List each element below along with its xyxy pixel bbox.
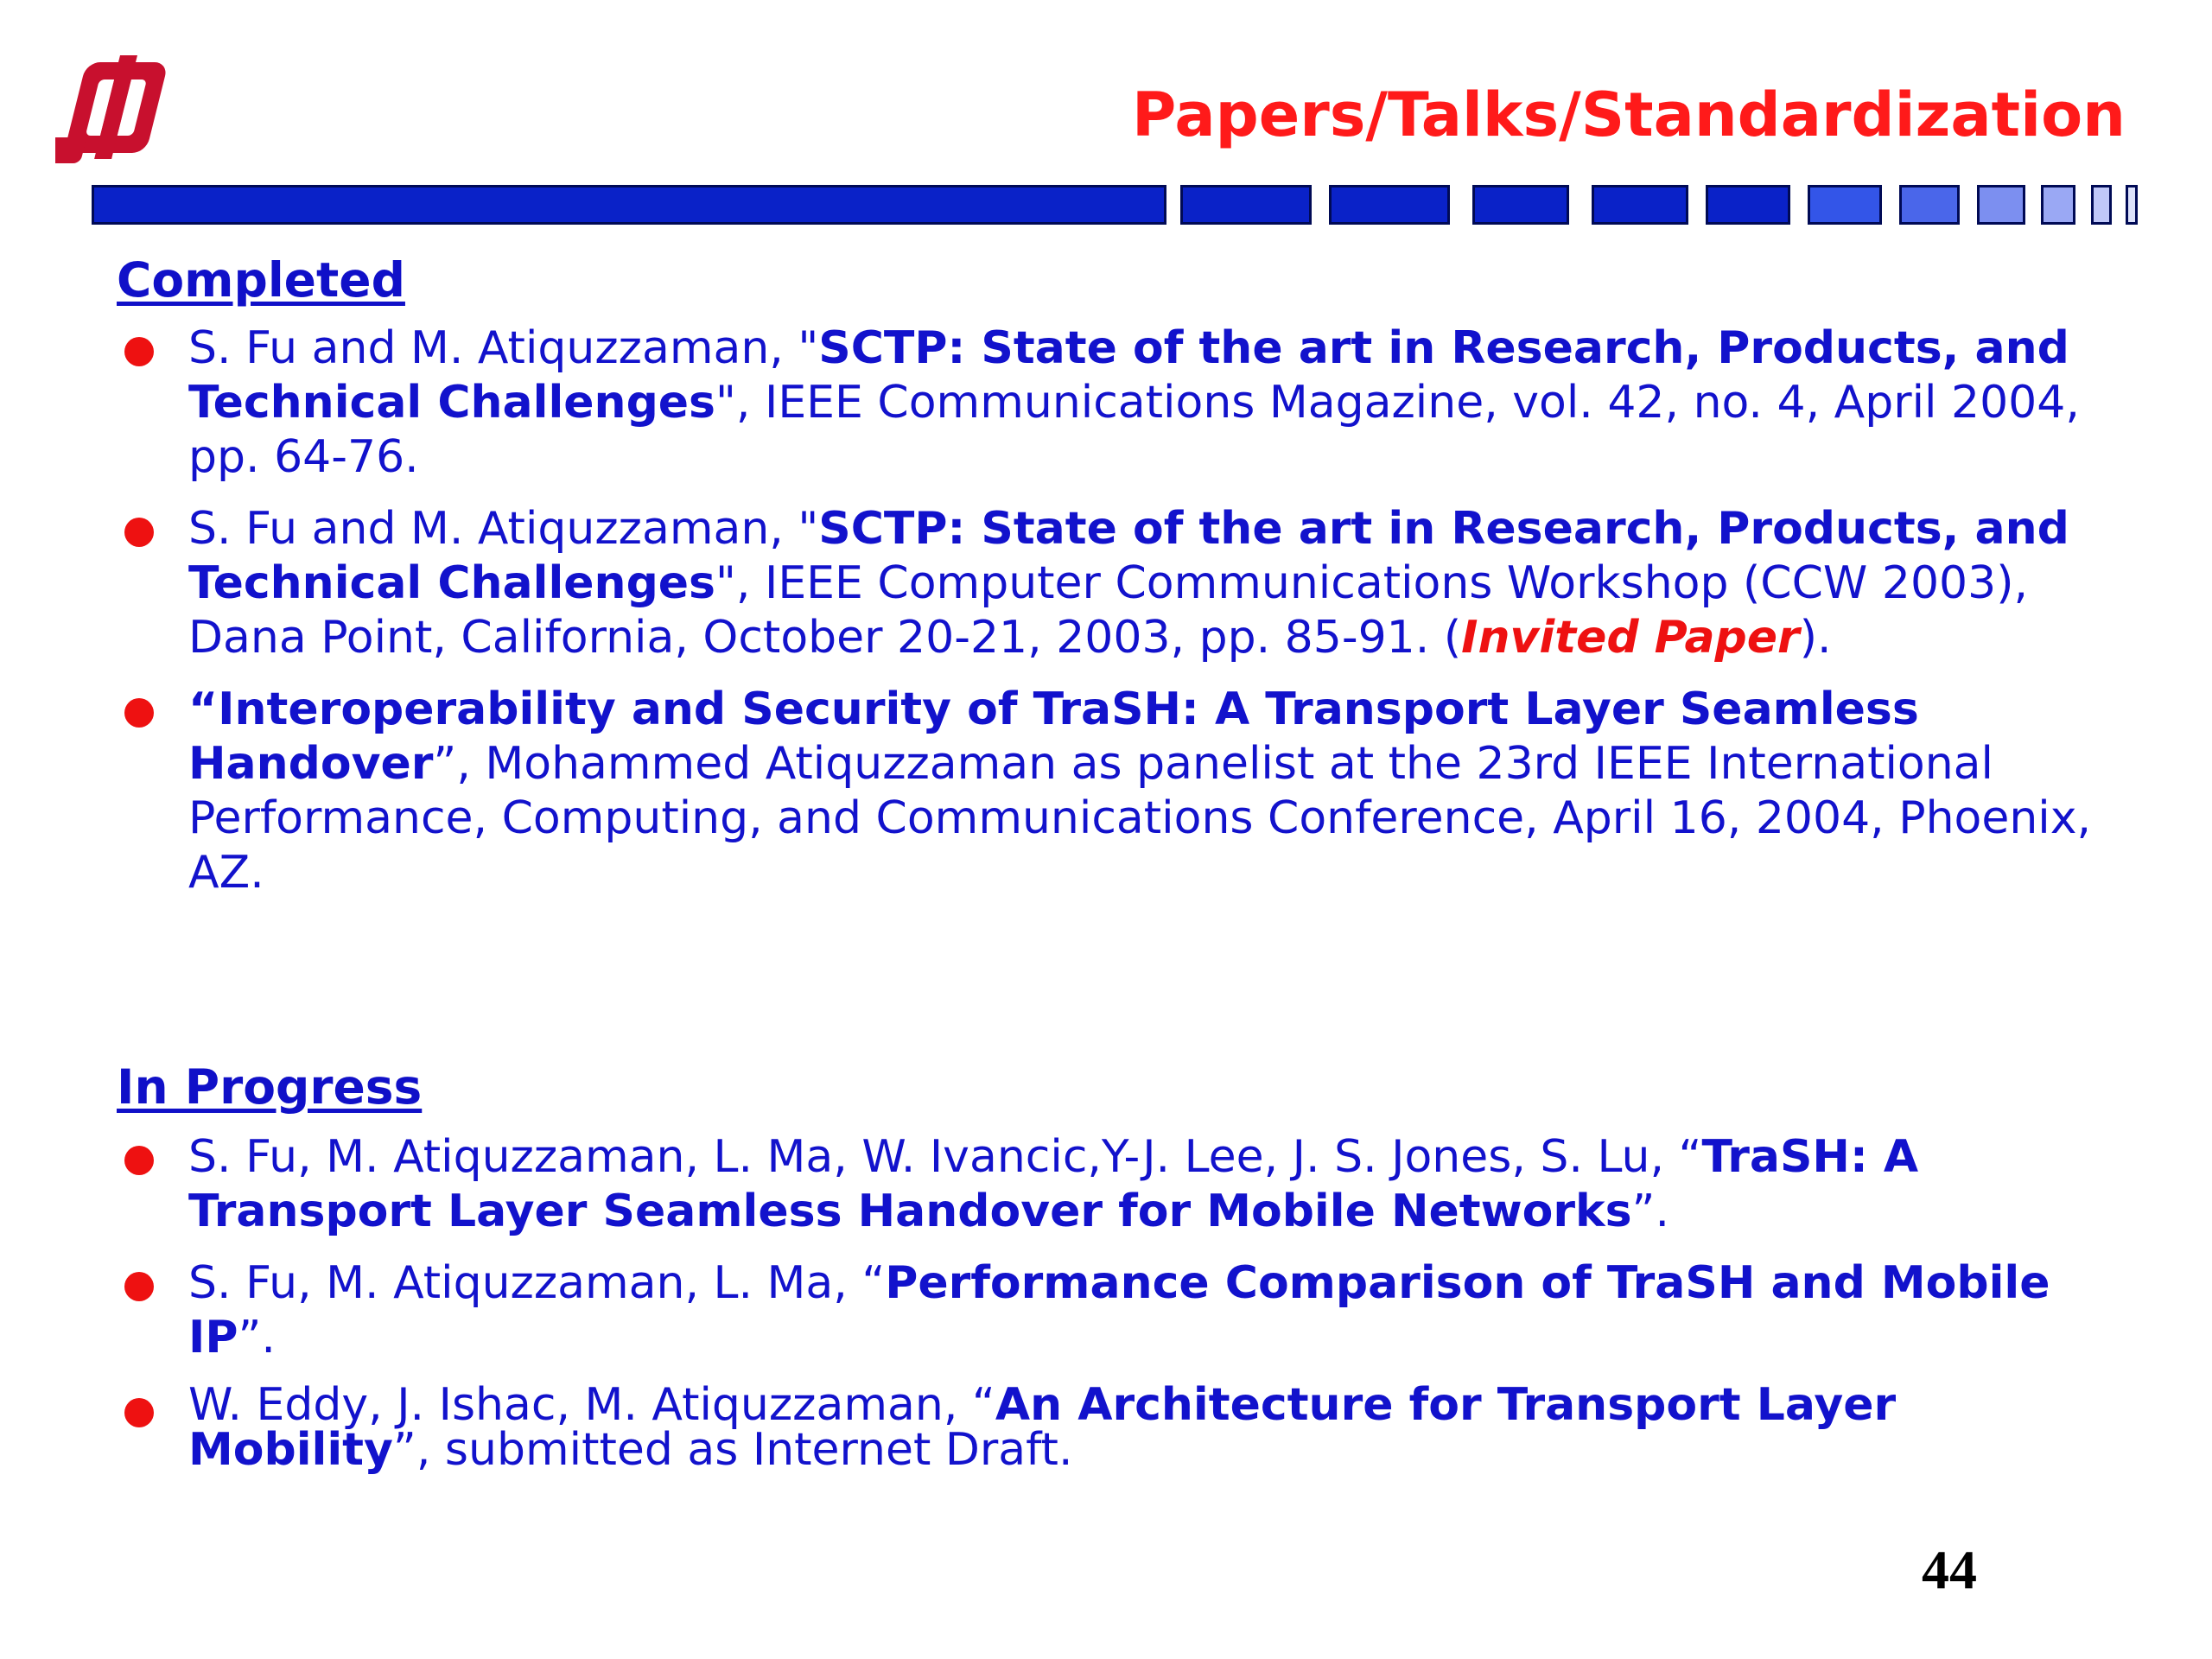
list-item: S. Fu, M. Atiquzzaman, L. Ma, W. Ivancic,Y-J. Lee, J. S. Jones, S. Lu, “TraSH: A Transport Layer Seamless Handover for Mobile Networks”. [121,1130,2100,1239]
completed-heading: Completed [117,252,405,308]
in-progress-list [121,1130,2100,1476]
bullet-icon [124,337,154,366]
list-item: “Interoperability and Security of TraSH: A Transport Layer Seamless Handover”, Mohammed Atiquzzaman as panelist at the 23rd IEEE International Performance, Computing, and Communications Conference, April 16, 2004, Phoenix, AZ. [121,683,2100,900]
slide-title: Papers/Talks/Standardization [1131,79,2126,150]
ou-logo-icon [55,55,172,168]
list-item: S. Fu and M. Atiquzzaman, "SCTP: State of the art in Research, Products, and Technical Challenges", IEEE Computer Communications Workshop (CCW 2003), Dana Point, California, October 20-21, 2003, pp. 85-91. (Invited Paper). [121,502,2100,665]
page-number: 44 [1922,1539,1977,1600]
list-item: S. Fu and M. Atiquzzaman, "SCTP: State of the art in Research, Products, and Technical Challenges", IEEE Communications Magazine, vol. 42, no. 4, April 2004, pp. 64-76. [121,321,2100,485]
bullet-icon [124,1398,154,1427]
bullet-icon [124,1146,154,1175]
bullet-icon [124,518,154,547]
bullet-icon [124,1272,154,1301]
list-item: S. Fu, M. Atiquzzaman, L. Ma, “Performance Comparison of TraSH and Mobile IP”. [121,1256,2100,1365]
in-progress-heading: In Progress [117,1059,423,1115]
list-item: W. Eddy, J. Ishac, M. Atiquzzaman, “An Architecture for Transport Layer Mobility”, submitted as Internet Draft. [121,1382,2100,1472]
completed-list [121,321,2100,900]
bullet-icon [124,698,154,728]
invited-paper-label: Invited Paper [1461,612,1800,664]
